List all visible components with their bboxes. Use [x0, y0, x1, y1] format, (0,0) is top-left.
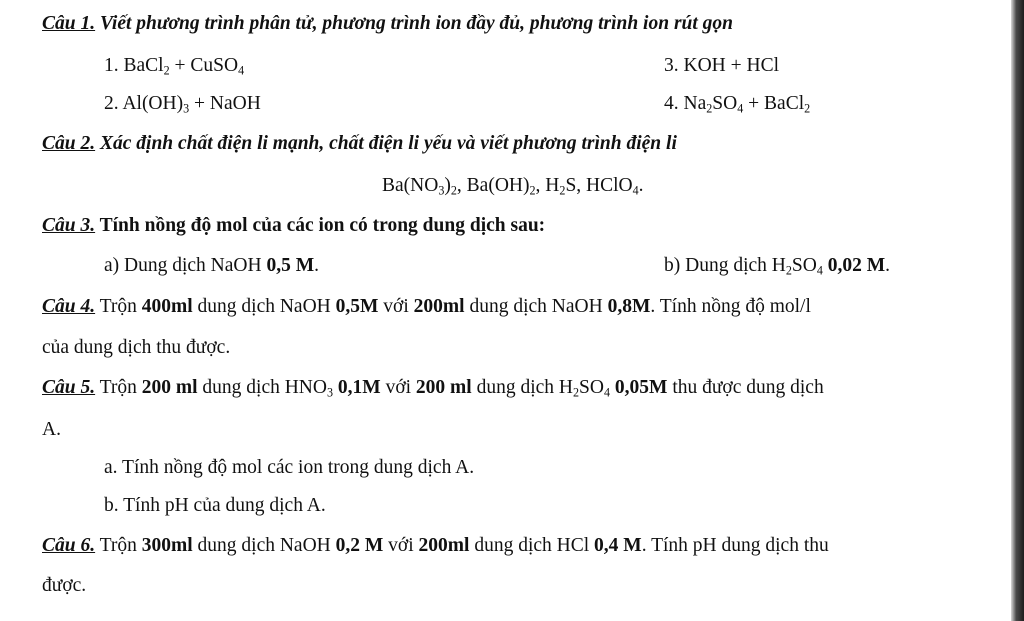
q3-title: Tính nồng độ mol của các ion có trong dung dịch sau:	[95, 215, 546, 236]
formula-part: + BaCl	[743, 93, 805, 114]
question-text: với	[380, 377, 416, 398]
q3-label: Câu 3.	[42, 215, 96, 236]
q1-heading	[42, 14, 733, 34]
volume: 200ml	[418, 535, 470, 556]
q5-line-2: A.	[42, 419, 61, 440]
item-number: 2.	[104, 93, 123, 114]
q1-label: Câu 1.	[42, 13, 96, 34]
question-text: Trộn	[95, 377, 142, 398]
formula-part: + CuSO	[169, 55, 239, 76]
q4-line-2: của dung dịch thu được.	[42, 337, 231, 358]
item-number: 1.	[104, 55, 124, 76]
q4-line-1	[42, 297, 811, 317]
concentration: 0,5M	[335, 296, 379, 317]
subscript: 4	[238, 63, 245, 78]
q6-label: Câu 6.	[42, 535, 96, 556]
formula-part: )	[444, 175, 451, 196]
formula-part: KOH + HCl	[683, 55, 780, 76]
window-edge	[1011, 0, 1024, 621]
subscript: 4	[603, 385, 611, 400]
subscript: 3	[183, 101, 190, 116]
formula-part: , Ba(OH)	[456, 175, 530, 196]
subscript: 2	[706, 101, 713, 116]
concentration: 0,02 M	[827, 255, 886, 276]
concentration: 0,2 M	[335, 535, 384, 556]
formula-part: SO	[791, 255, 817, 276]
formula-part: Al(OH)	[122, 93, 184, 114]
q6-line-2: được.	[42, 575, 87, 596]
q1-item-1	[104, 56, 244, 76]
question-text: Trộn	[95, 296, 142, 317]
subscript: 4	[632, 183, 639, 198]
q6-line-1	[42, 536, 829, 556]
item-number: 4.	[664, 93, 684, 114]
volume: 200ml	[413, 296, 465, 317]
concentration: 0,1M	[337, 377, 381, 398]
q3-part-a	[104, 256, 319, 276]
subscript: 2	[450, 183, 457, 198]
formula-part: SO	[712, 93, 738, 114]
question-text: Trộn	[95, 535, 142, 556]
subscript: 2	[573, 385, 580, 400]
question-text: với	[378, 296, 414, 317]
q5-line-1	[42, 378, 824, 398]
q3-part-b	[664, 256, 890, 276]
item-number: 3.	[664, 55, 684, 76]
subscript: 2	[785, 263, 792, 278]
question-text: với	[383, 535, 419, 556]
question-text: dung dịch NaOH	[192, 296, 336, 317]
formula-part: Ba(NO	[382, 175, 439, 196]
volume: 300ml	[141, 535, 193, 556]
q1-item-2	[104, 94, 261, 114]
question-text: thu được dung dịch	[667, 377, 824, 398]
q5-sub-a: a. Tính nồng độ mol các ion trong dung dịch A.	[104, 457, 475, 478]
question-text: dung dịch HNO	[197, 377, 327, 398]
q5-sub-b: b. Tính pH của dung dịch A.	[104, 495, 326, 516]
concentration: 0,4 M	[594, 535, 642, 556]
formula-part: , H	[535, 175, 560, 196]
question-text: dung dịch NaOH	[464, 296, 608, 317]
q2-title: Xác định chất điện li mạnh, chất điện li yếu và viết phương trình điện li	[95, 133, 677, 154]
formula-part: SO	[579, 377, 604, 398]
question-text: b) Dung dịch H	[664, 255, 786, 276]
question-text: dung dịch NaOH	[192, 535, 336, 556]
subscript: 3	[438, 183, 445, 198]
volume: 200 ml	[415, 377, 472, 398]
volume: 200 ml	[141, 377, 198, 398]
q5-label: Câu 5.	[42, 377, 96, 398]
subscript: 2	[559, 183, 566, 198]
q2-heading	[42, 134, 677, 154]
concentration: 0,8M	[607, 296, 651, 317]
formula-part: Na	[683, 93, 707, 114]
q1-item-4	[664, 94, 810, 114]
question-text: . Tính pH dung dịch thu	[641, 535, 829, 556]
q4-label: Câu 4.	[42, 296, 96, 317]
subscript: 2	[804, 101, 811, 116]
question-text: dung dịch H	[471, 377, 573, 398]
subscript: 2	[529, 183, 536, 198]
formula-part: BaCl	[123, 55, 164, 76]
formula-part: .	[638, 175, 644, 196]
formula-part: S, HClO	[565, 175, 633, 196]
subscript: 3	[326, 385, 334, 400]
subscript: 4	[737, 101, 744, 116]
q3-heading	[42, 216, 545, 236]
formula-part: + NaOH	[189, 93, 261, 114]
question-text: dung dịch HCl	[469, 535, 595, 556]
subscript: 2	[163, 63, 170, 78]
concentration: 0,05M	[614, 377, 668, 398]
q1-title: Viết phương trình phân tử, phương trình ion đầy đủ, phương trình ion rút gọn	[95, 13, 734, 34]
q1-item-3	[664, 56, 779, 76]
q2-label: Câu 2.	[42, 133, 96, 154]
question-text: a) Dung dịch NaOH	[104, 255, 267, 276]
concentration: 0,5 M	[266, 255, 315, 276]
volume: 400ml	[141, 296, 193, 317]
punctuation: .	[885, 255, 891, 276]
subscript: 4	[816, 263, 823, 278]
punctuation: .	[314, 255, 319, 276]
q2-formula	[382, 176, 644, 196]
question-text: . Tính nồng độ mol/l	[650, 296, 811, 317]
